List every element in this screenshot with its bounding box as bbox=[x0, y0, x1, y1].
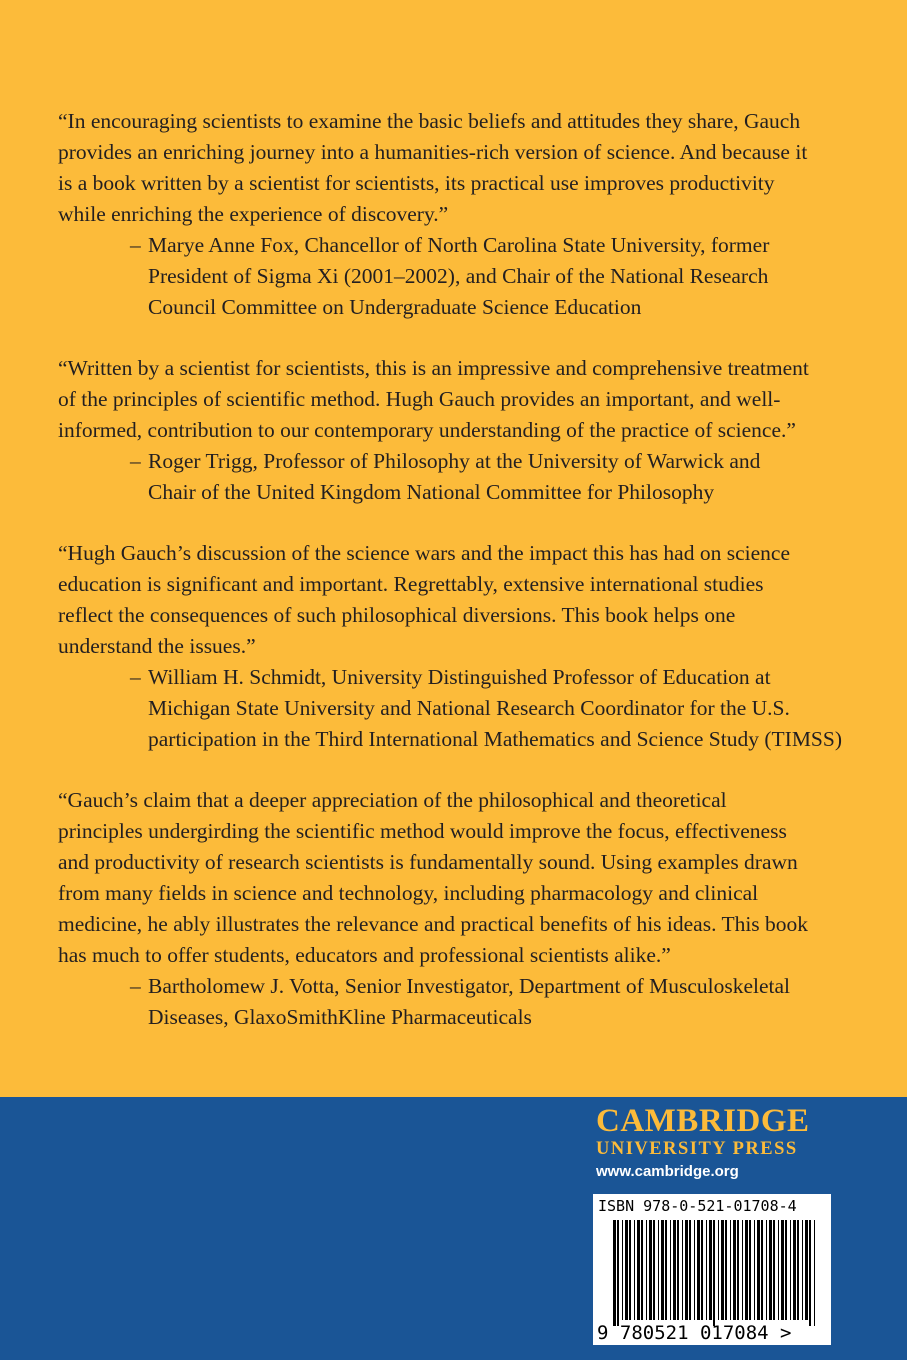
barcode-bar bbox=[737, 1220, 739, 1320]
barcode-bar bbox=[637, 1220, 640, 1320]
barcode-bar bbox=[697, 1220, 700, 1320]
attribution-text: participation in the Third International Mathematics and Science Study (TIMSS) bbox=[148, 727, 843, 751]
barcode-bar bbox=[653, 1220, 655, 1320]
barcode-bar bbox=[689, 1220, 691, 1320]
barcode-bar bbox=[742, 1220, 743, 1320]
attribution-dash: – bbox=[130, 665, 141, 689]
barcode-bar bbox=[809, 1220, 811, 1326]
attribution-text: Michigan State University and National Research Coordinator for the U.S. bbox=[148, 696, 790, 720]
barcode-bar bbox=[725, 1220, 727, 1320]
blurb bbox=[58, 353, 858, 508]
blurb-attribution-line bbox=[58, 446, 858, 477]
attribution-dash: – bbox=[130, 974, 141, 998]
barcode-bar bbox=[718, 1220, 719, 1320]
barcode-bar bbox=[665, 1220, 667, 1320]
barcode-bar bbox=[790, 1220, 791, 1320]
barcode-bar bbox=[793, 1220, 796, 1320]
blurb-quote-line: “Hugh Gauch’s discussion of the science wars and the impact this has had on science bbox=[58, 541, 790, 565]
blurb-quote-line: education is significant and important. Regrettably, extensive international studies bbox=[58, 572, 764, 596]
blurb bbox=[58, 785, 858, 1033]
barcode-bar bbox=[709, 1220, 712, 1320]
blurb-quote-line: medicine, he ably illustrates the relevance and practical benefits of his ideas. This book bbox=[58, 912, 809, 936]
blurb-quote-line: and productivity of research scientists is fundamentally sound. Using examples drawn bbox=[58, 850, 798, 874]
blurb-quote-line: from many fields in science and technology, including pharmacology and clinical bbox=[58, 881, 759, 905]
barcode-bar bbox=[685, 1220, 688, 1320]
blurb-quote-line: of the principles of scientific method. Hugh Gauch provides an important, and well- bbox=[58, 387, 781, 411]
barcode-bar bbox=[761, 1220, 763, 1320]
publisher-press: UNIVERSITY PRESS bbox=[596, 1139, 798, 1159]
blurb-quote-line: “In encouraging scientists to examine the basic beliefs and attitudes they share, Gauch bbox=[58, 109, 801, 133]
barcode-bar bbox=[649, 1220, 652, 1320]
attribution-text: Diseases, GlaxoSmithKline Pharmaceuticals bbox=[148, 1005, 532, 1029]
attribution-text: William H. Schmidt, University Distinguished Professor of Education at bbox=[148, 665, 771, 689]
blurb-quote-line: “Gauch’s claim that a deeper appreciation of the philosophical and theoretical bbox=[58, 788, 727, 812]
barcode-bar bbox=[641, 1220, 643, 1320]
blurb-attribution-line bbox=[58, 724, 858, 755]
barcode-bar bbox=[625, 1220, 628, 1320]
blurb-quote-line: provides an enriching journey into a humanities-rich version of science. And because it bbox=[58, 140, 808, 164]
barcode-bar bbox=[730, 1220, 731, 1320]
barcode-bar bbox=[773, 1220, 775, 1320]
barcode-bar bbox=[617, 1220, 619, 1326]
attribution-text: President of Sigma Xi (2001–2002), and Chair of the National Research bbox=[148, 264, 769, 288]
blurb-attribution-line bbox=[58, 693, 858, 724]
barcode-bar bbox=[766, 1220, 767, 1320]
publisher-name: CAMBRIDGE bbox=[596, 1103, 810, 1139]
blurb-attribution-line bbox=[58, 477, 858, 508]
publisher-url[interactable]: www.cambridge.org bbox=[596, 1163, 739, 1180]
blurb bbox=[58, 538, 858, 755]
barcode-bar bbox=[629, 1220, 631, 1320]
barcode-bar bbox=[634, 1220, 635, 1320]
barcode-bar bbox=[713, 1220, 715, 1326]
barcode-bar bbox=[745, 1220, 748, 1320]
barcode-bar bbox=[757, 1220, 760, 1320]
blurb-attribution-line bbox=[58, 971, 858, 1002]
blurb-quote-line: understand the issues.” bbox=[58, 634, 256, 658]
barcode-bar bbox=[661, 1220, 664, 1320]
blurb-quote-line: informed, contribution to our contemporary understanding of the practice of science.” bbox=[58, 418, 796, 442]
barcode-bar bbox=[721, 1220, 724, 1320]
blurb-attribution-line bbox=[58, 1002, 858, 1033]
attribution-text: Roger Trigg, Professor of Philosophy at the University of Warwick and bbox=[148, 449, 761, 473]
publisher-logo bbox=[596, 1104, 836, 1182]
barcode-bar bbox=[778, 1220, 779, 1320]
barcode-bar bbox=[805, 1220, 808, 1320]
blurb-attribution-line bbox=[58, 261, 858, 292]
barcode-bar bbox=[781, 1220, 784, 1320]
barcode-bar bbox=[749, 1220, 751, 1320]
barcode-bar bbox=[673, 1220, 676, 1320]
barcode-bar bbox=[646, 1220, 647, 1320]
barcode-bar bbox=[814, 1220, 815, 1326]
barcode-bar bbox=[733, 1220, 736, 1320]
ean-digits: 9 780521 017084 > bbox=[597, 1322, 792, 1344]
barcode-bar bbox=[658, 1220, 659, 1320]
blurb-attribution-line bbox=[58, 662, 858, 693]
blurb-quote-line: principles undergirding the scientific method would improve the focus, effectiveness bbox=[58, 819, 787, 843]
isbn-barcode bbox=[593, 1194, 831, 1345]
blurb-quote-line: while enriching the experience of discovery.” bbox=[58, 202, 449, 226]
barcode-bar bbox=[769, 1220, 772, 1320]
blurb-quote-line: is a book written by a scientist for scientists, its practical use improves productivity bbox=[58, 171, 775, 195]
attribution-text: Council Committee on Undergraduate Science Education bbox=[148, 295, 642, 319]
blurb-quote-line: has much to offer students, educators and professional scientists alike.” bbox=[58, 943, 671, 967]
attribution-text: Chair of the United Kingdom National Committee for Philosophy bbox=[148, 480, 715, 504]
barcode-bar bbox=[754, 1220, 755, 1320]
barcode-bar bbox=[670, 1220, 671, 1320]
barcode-bar bbox=[701, 1220, 703, 1320]
attribution-dash: – bbox=[130, 449, 141, 473]
barcode-bar bbox=[613, 1220, 616, 1326]
barcode-bar bbox=[682, 1220, 683, 1320]
blurb-quote-line: “Written by a scientist for scientists, this is an impressive and comprehensive treatment bbox=[58, 356, 809, 380]
attribution-text: Bartholomew J. Votta, Senior Investigator, Department of Musculoskeletal bbox=[148, 974, 791, 998]
blurb-attribution-line bbox=[58, 292, 858, 323]
barcode-bar bbox=[622, 1220, 623, 1320]
isbn-label: ISBN 978-0-521-01708-4 bbox=[598, 1197, 797, 1215]
barcode-bar bbox=[706, 1220, 707, 1320]
barcode-bar bbox=[677, 1220, 679, 1320]
blurbs-section bbox=[58, 106, 858, 1063]
attribution-text: Marye Anne Fox, Chancellor of North Carolina State University, former bbox=[148, 233, 770, 257]
blurb-quote-line: reflect the consequences of such philosophical diversions. This book helps one bbox=[58, 603, 736, 627]
blurb bbox=[58, 106, 858, 323]
barcode-bar bbox=[802, 1220, 803, 1320]
barcode-bar bbox=[785, 1220, 787, 1320]
barcode-bar bbox=[797, 1220, 799, 1320]
blurb-attribution-line bbox=[58, 230, 858, 261]
attribution-dash: – bbox=[130, 233, 141, 257]
barcode-bar bbox=[694, 1220, 695, 1320]
